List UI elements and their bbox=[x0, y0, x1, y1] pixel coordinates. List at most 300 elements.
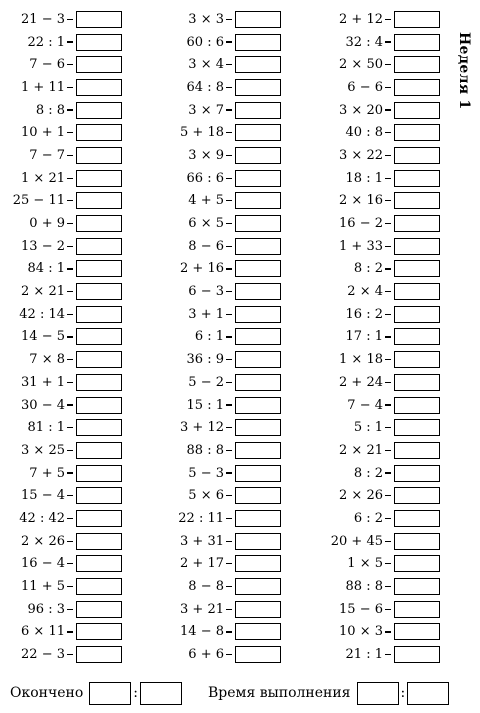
answer-box[interactable] bbox=[394, 465, 440, 482]
equals-dash bbox=[67, 64, 73, 65]
answer-box[interactable] bbox=[235, 465, 281, 482]
answer-box[interactable] bbox=[235, 11, 281, 28]
problem-row bbox=[326, 280, 440, 303]
equals-dash bbox=[67, 178, 73, 179]
answer-box[interactable] bbox=[394, 419, 440, 436]
equals-dash bbox=[385, 246, 391, 247]
problem-row bbox=[166, 439, 281, 462]
answer-box[interactable] bbox=[235, 147, 281, 164]
problem-row bbox=[6, 31, 122, 54]
equals-dash bbox=[67, 155, 73, 156]
problem-row bbox=[166, 258, 281, 281]
problem-row bbox=[166, 348, 281, 371]
problem-expression: 13 − 2 bbox=[21, 238, 65, 254]
problem-expression: 17 : 1 bbox=[345, 329, 383, 345]
answer-box[interactable] bbox=[76, 170, 122, 187]
answer-box[interactable] bbox=[394, 510, 440, 527]
equals-dash bbox=[226, 64, 232, 65]
equals-dash bbox=[67, 200, 73, 201]
answer-box[interactable] bbox=[394, 192, 440, 209]
finished-minutes-box[interactable] bbox=[140, 682, 182, 705]
problem-expression: 22 − 3 bbox=[21, 647, 65, 663]
problem-expression: 2 × 26 bbox=[339, 488, 383, 504]
answer-box[interactable] bbox=[394, 487, 440, 504]
answer-box[interactable] bbox=[235, 442, 281, 459]
answer-box[interactable] bbox=[394, 170, 440, 187]
equals-dash bbox=[226, 19, 232, 20]
equals-dash bbox=[67, 19, 73, 20]
problem-row bbox=[6, 621, 122, 644]
problem-row bbox=[166, 235, 281, 258]
problem-row bbox=[166, 553, 281, 576]
equals-dash bbox=[385, 450, 391, 451]
equals-dash bbox=[67, 563, 73, 564]
equals-dash bbox=[226, 563, 232, 564]
problem-expression: 42 : 42 bbox=[19, 510, 65, 526]
problem-expression: 2 × 4 bbox=[347, 284, 383, 300]
equals-dash bbox=[226, 314, 232, 315]
problem-expression: 16 − 2 bbox=[339, 216, 383, 232]
answer-box[interactable] bbox=[394, 147, 440, 164]
problem-expression: 22 : 11 bbox=[178, 510, 224, 526]
problem-expression: 3 + 21 bbox=[180, 601, 224, 617]
problem-expression: 2 + 24 bbox=[339, 374, 383, 390]
problem-expression: 2 + 16 bbox=[180, 261, 224, 277]
equals-dash bbox=[385, 291, 391, 292]
answer-box[interactable] bbox=[76, 192, 122, 209]
problem-row bbox=[6, 462, 122, 485]
problem-expression: 6 : 1 bbox=[194, 329, 224, 345]
problem-expression: 3 × 4 bbox=[188, 57, 224, 73]
equals-dash bbox=[385, 404, 391, 405]
problem-expression: 5 : 1 bbox=[353, 420, 383, 436]
problem-row bbox=[166, 507, 281, 530]
answer-box[interactable] bbox=[235, 623, 281, 640]
problem-row bbox=[166, 303, 281, 326]
equals-dash bbox=[67, 223, 73, 224]
answer-box[interactable] bbox=[76, 374, 122, 391]
problem-expression: 88 : 8 bbox=[186, 442, 224, 458]
answer-box[interactable] bbox=[235, 419, 281, 436]
answer-box[interactable] bbox=[76, 351, 122, 368]
problem-row bbox=[6, 76, 122, 99]
problem-row bbox=[6, 235, 122, 258]
answer-box[interactable] bbox=[235, 555, 281, 572]
answer-box[interactable] bbox=[235, 56, 281, 73]
answer-box[interactable] bbox=[235, 192, 281, 209]
answer-box[interactable] bbox=[394, 351, 440, 368]
equals-dash bbox=[385, 427, 391, 428]
answer-box[interactable] bbox=[76, 283, 122, 300]
equals-dash bbox=[385, 472, 391, 473]
answer-box[interactable] bbox=[394, 215, 440, 232]
problem-expression: 81 : 1 bbox=[27, 420, 65, 436]
answer-box[interactable] bbox=[76, 306, 122, 323]
answer-box[interactable] bbox=[76, 623, 122, 640]
answer-box[interactable] bbox=[394, 328, 440, 345]
problem-expression: 8 : 8 bbox=[35, 102, 65, 118]
answer-box[interactable] bbox=[76, 601, 122, 618]
answer-box[interactable] bbox=[235, 578, 281, 595]
problem-expression: 3 × 22 bbox=[339, 147, 383, 163]
equals-dash bbox=[385, 654, 391, 655]
problem-expression: 36 : 9 bbox=[186, 352, 224, 368]
problem-expression: 3 × 9 bbox=[188, 147, 224, 163]
equals-dash bbox=[67, 427, 73, 428]
answer-box[interactable] bbox=[235, 328, 281, 345]
problem-row bbox=[6, 167, 122, 190]
problem-expression: 14 − 8 bbox=[180, 624, 224, 640]
equals-dash bbox=[226, 268, 232, 269]
problem-expression: 11 + 5 bbox=[21, 579, 65, 595]
problem-expression: 8 − 8 bbox=[188, 579, 224, 595]
equals-dash bbox=[67, 654, 73, 655]
problem-row bbox=[326, 394, 440, 417]
problem-expression: 6 × 5 bbox=[188, 216, 224, 232]
equals-dash bbox=[67, 109, 73, 110]
problem-row bbox=[166, 416, 281, 439]
equals-dash bbox=[67, 132, 73, 133]
equals-dash bbox=[385, 609, 391, 610]
equals-dash bbox=[67, 609, 73, 610]
problem-expression: 2 × 26 bbox=[21, 533, 65, 549]
equals-dash bbox=[67, 518, 73, 519]
problem-expression: 3 + 31 bbox=[180, 533, 224, 549]
equals-dash bbox=[385, 518, 391, 519]
problem-expression: 15 − 6 bbox=[339, 601, 383, 617]
answer-box[interactable] bbox=[394, 533, 440, 550]
problem-expression: 3 × 7 bbox=[188, 102, 224, 118]
answer-box[interactable] bbox=[394, 374, 440, 391]
answer-box[interactable] bbox=[235, 646, 281, 663]
problem-expression: 22 : 1 bbox=[27, 34, 65, 50]
answer-box[interactable] bbox=[235, 601, 281, 618]
answer-box[interactable] bbox=[76, 487, 122, 504]
problem-row bbox=[166, 484, 281, 507]
problem-row bbox=[6, 212, 122, 235]
problem-expression: 0 + 9 bbox=[29, 216, 65, 232]
problem-expression: 8 : 2 bbox=[353, 261, 383, 277]
problem-expression: 6 + 6 bbox=[188, 647, 224, 663]
answer-box[interactable] bbox=[394, 555, 440, 572]
answer-box[interactable] bbox=[235, 238, 281, 255]
problem-expression: 16 : 2 bbox=[345, 306, 383, 322]
problem-expression: 5 × 6 bbox=[188, 488, 224, 504]
equals-dash bbox=[67, 541, 73, 542]
problem-row bbox=[166, 598, 281, 621]
answer-box[interactable] bbox=[76, 510, 122, 527]
problem-row bbox=[166, 144, 281, 167]
answer-box[interactable] bbox=[76, 102, 122, 119]
problem-row bbox=[166, 394, 281, 417]
problem-row bbox=[326, 235, 440, 258]
problem-expression: 20 + 45 bbox=[330, 533, 383, 549]
problem-expression: 6 − 6 bbox=[347, 79, 383, 95]
problem-expression: 30 − 4 bbox=[21, 397, 65, 413]
problem-row bbox=[166, 462, 281, 485]
problem-expression: 7 − 7 bbox=[29, 147, 65, 163]
problem-expression: 32 : 4 bbox=[345, 34, 383, 50]
problem-expression: 25 − 11 bbox=[12, 193, 65, 209]
answer-box[interactable] bbox=[76, 442, 122, 459]
equals-dash bbox=[226, 200, 232, 201]
answer-box[interactable] bbox=[76, 238, 122, 255]
problem-row bbox=[166, 643, 281, 666]
answer-box[interactable] bbox=[235, 533, 281, 550]
equals-dash bbox=[226, 427, 232, 428]
answer-box[interactable] bbox=[76, 11, 122, 28]
equals-dash bbox=[385, 314, 391, 315]
problem-row bbox=[6, 439, 122, 462]
time-minutes-box[interactable] bbox=[357, 682, 399, 705]
equals-dash bbox=[385, 631, 391, 632]
finished-colon: : bbox=[133, 685, 139, 701]
equals-dash bbox=[385, 586, 391, 587]
problem-row bbox=[166, 371, 281, 394]
answer-box[interactable] bbox=[394, 442, 440, 459]
problem-expression: 4 + 5 bbox=[188, 193, 224, 209]
answer-box[interactable] bbox=[394, 646, 440, 663]
finished-hours-box[interactable] bbox=[89, 682, 131, 705]
answer-box[interactable] bbox=[235, 124, 281, 141]
answer-box[interactable] bbox=[76, 328, 122, 345]
answer-box[interactable] bbox=[76, 147, 122, 164]
answer-box[interactable] bbox=[235, 170, 281, 187]
problem-row bbox=[166, 53, 281, 76]
answer-box[interactable] bbox=[394, 238, 440, 255]
problem-row bbox=[6, 190, 122, 213]
time-seconds-box[interactable] bbox=[407, 682, 449, 705]
answer-box[interactable] bbox=[76, 124, 122, 141]
problem-row bbox=[6, 326, 122, 349]
problem-row bbox=[326, 530, 440, 553]
equals-dash bbox=[226, 609, 232, 610]
answer-box[interactable] bbox=[394, 397, 440, 414]
problem-expression: 18 : 1 bbox=[345, 170, 383, 186]
problem-row bbox=[6, 303, 122, 326]
answer-box[interactable] bbox=[235, 351, 281, 368]
problem-row bbox=[326, 167, 440, 190]
answer-box[interactable] bbox=[235, 79, 281, 96]
answer-box[interactable] bbox=[76, 465, 122, 482]
problem-expression: 10 × 3 bbox=[339, 624, 383, 640]
problem-expression: 1 × 5 bbox=[347, 556, 383, 572]
equals-dash bbox=[67, 495, 73, 496]
answer-box[interactable] bbox=[76, 260, 122, 277]
problem-expression: 6 : 2 bbox=[353, 510, 383, 526]
answer-box[interactable] bbox=[394, 102, 440, 119]
problem-expression: 5 − 3 bbox=[188, 465, 224, 481]
problem-expression: 2 + 12 bbox=[339, 11, 383, 27]
problem-expression: 3 × 20 bbox=[339, 102, 383, 118]
problem-row bbox=[326, 553, 440, 576]
problem-expression: 1 + 33 bbox=[339, 238, 383, 254]
answer-box[interactable] bbox=[235, 283, 281, 300]
problem-row bbox=[6, 258, 122, 281]
equals-dash bbox=[226, 223, 232, 224]
problem-row bbox=[166, 326, 281, 349]
problem-row bbox=[6, 280, 122, 303]
equals-dash bbox=[385, 178, 391, 179]
problem-row bbox=[326, 575, 440, 598]
answer-box[interactable] bbox=[76, 79, 122, 96]
problem-row bbox=[326, 190, 440, 213]
problem-expression: 1 × 18 bbox=[339, 352, 383, 368]
equals-dash bbox=[226, 631, 232, 632]
problem-row bbox=[166, 8, 281, 31]
footer bbox=[10, 681, 480, 705]
problem-column-3 bbox=[326, 8, 440, 666]
problem-expression: 6 × 11 bbox=[21, 624, 65, 640]
problem-row bbox=[326, 8, 440, 31]
problem-expression: 3 + 1 bbox=[188, 306, 224, 322]
equals-dash bbox=[67, 472, 73, 473]
answer-box[interactable] bbox=[235, 102, 281, 119]
problem-row bbox=[326, 643, 440, 666]
equals-dash bbox=[385, 41, 391, 42]
equals-dash bbox=[385, 109, 391, 110]
problem-row bbox=[166, 167, 281, 190]
problem-expression: 2 × 50 bbox=[339, 57, 383, 73]
answer-box[interactable] bbox=[235, 34, 281, 51]
problem-expression: 15 : 1 bbox=[186, 397, 224, 413]
answer-box[interactable] bbox=[394, 601, 440, 618]
problem-expression: 84 : 1 bbox=[27, 261, 65, 277]
problem-row bbox=[6, 348, 122, 371]
problem-expression: 15 − 4 bbox=[21, 488, 65, 504]
equals-dash bbox=[385, 541, 391, 542]
equals-dash bbox=[385, 87, 391, 88]
problem-expression: 2 × 21 bbox=[339, 442, 383, 458]
problem-row bbox=[6, 416, 122, 439]
problem-expression: 3 + 12 bbox=[180, 420, 224, 436]
problem-row bbox=[326, 258, 440, 281]
answer-box[interactable] bbox=[76, 397, 122, 414]
answer-box[interactable] bbox=[76, 419, 122, 436]
problem-row bbox=[326, 507, 440, 530]
equals-dash bbox=[67, 291, 73, 292]
answer-box[interactable] bbox=[235, 215, 281, 232]
problem-row bbox=[6, 553, 122, 576]
problem-expression: 7 − 6 bbox=[29, 57, 65, 73]
problem-row bbox=[326, 416, 440, 439]
equals-dash bbox=[385, 132, 391, 133]
equals-dash bbox=[226, 359, 232, 360]
equals-dash bbox=[226, 109, 232, 110]
equals-dash bbox=[226, 404, 232, 405]
answer-box[interactable] bbox=[76, 34, 122, 51]
answer-box[interactable] bbox=[76, 646, 122, 663]
problem-expression: 3 × 25 bbox=[21, 442, 65, 458]
problem-column-2 bbox=[166, 8, 281, 666]
problem-row bbox=[166, 575, 281, 598]
problem-row bbox=[166, 76, 281, 99]
equals-dash bbox=[67, 41, 73, 42]
equals-dash bbox=[67, 450, 73, 451]
problem-row bbox=[326, 484, 440, 507]
problem-row bbox=[326, 621, 440, 644]
problem-row bbox=[166, 31, 281, 54]
equals-dash bbox=[226, 246, 232, 247]
answer-box[interactable] bbox=[235, 510, 281, 527]
problem-expression: 3 × 3 bbox=[188, 11, 224, 27]
answer-box[interactable] bbox=[76, 215, 122, 232]
problem-row bbox=[166, 121, 281, 144]
problem-row bbox=[166, 621, 281, 644]
answer-box[interactable] bbox=[235, 374, 281, 391]
time-label: Время выполнения bbox=[208, 685, 351, 701]
equals-dash bbox=[226, 654, 232, 655]
problem-row bbox=[6, 484, 122, 507]
equals-dash bbox=[385, 563, 391, 564]
equals-dash bbox=[385, 19, 391, 20]
problem-row bbox=[326, 53, 440, 76]
problem-row bbox=[6, 121, 122, 144]
problem-row bbox=[326, 212, 440, 235]
answer-box[interactable] bbox=[394, 124, 440, 141]
equals-dash bbox=[67, 336, 73, 337]
answer-box[interactable] bbox=[235, 487, 281, 504]
problem-expression: 96 : 3 bbox=[27, 601, 65, 617]
answer-box[interactable] bbox=[394, 34, 440, 51]
problem-expression: 2 + 17 bbox=[180, 556, 224, 572]
equals-dash bbox=[226, 541, 232, 542]
problem-row bbox=[6, 394, 122, 417]
equals-dash bbox=[226, 518, 232, 519]
answer-box[interactable] bbox=[235, 397, 281, 414]
week-label: Неделя 1 bbox=[456, 32, 472, 110]
problem-expression: 42 : 14 bbox=[19, 306, 65, 322]
answer-box[interactable] bbox=[76, 555, 122, 572]
problem-row bbox=[6, 8, 122, 31]
problem-expression: 31 + 1 bbox=[21, 374, 65, 390]
answer-box[interactable] bbox=[394, 56, 440, 73]
answer-box[interactable] bbox=[394, 79, 440, 96]
answer-box[interactable] bbox=[235, 306, 281, 323]
answer-box[interactable] bbox=[394, 578, 440, 595]
equals-dash bbox=[226, 178, 232, 179]
equals-dash bbox=[67, 586, 73, 587]
equals-dash bbox=[67, 404, 73, 405]
problem-expression: 2 × 21 bbox=[21, 284, 65, 300]
problem-expression: 5 + 18 bbox=[180, 125, 224, 141]
equals-dash bbox=[67, 87, 73, 88]
equals-dash bbox=[226, 382, 232, 383]
answer-box[interactable] bbox=[394, 260, 440, 277]
answer-box[interactable] bbox=[76, 56, 122, 73]
answer-box[interactable] bbox=[76, 533, 122, 550]
problem-row bbox=[326, 439, 440, 462]
problem-row bbox=[6, 598, 122, 621]
problem-row bbox=[6, 99, 122, 122]
equals-dash bbox=[385, 336, 391, 337]
answer-box[interactable] bbox=[394, 306, 440, 323]
answer-box[interactable] bbox=[235, 260, 281, 277]
problem-row bbox=[326, 303, 440, 326]
answer-box[interactable] bbox=[394, 11, 440, 28]
problem-row bbox=[166, 212, 281, 235]
equals-dash bbox=[226, 450, 232, 451]
answer-box[interactable] bbox=[394, 283, 440, 300]
answer-box[interactable] bbox=[76, 578, 122, 595]
equals-dash bbox=[385, 200, 391, 201]
equals-dash bbox=[385, 495, 391, 496]
equals-dash bbox=[385, 64, 391, 65]
problem-expression: 14 − 5 bbox=[21, 329, 65, 345]
equals-dash bbox=[385, 155, 391, 156]
problem-row bbox=[326, 371, 440, 394]
answer-box[interactable] bbox=[394, 623, 440, 640]
